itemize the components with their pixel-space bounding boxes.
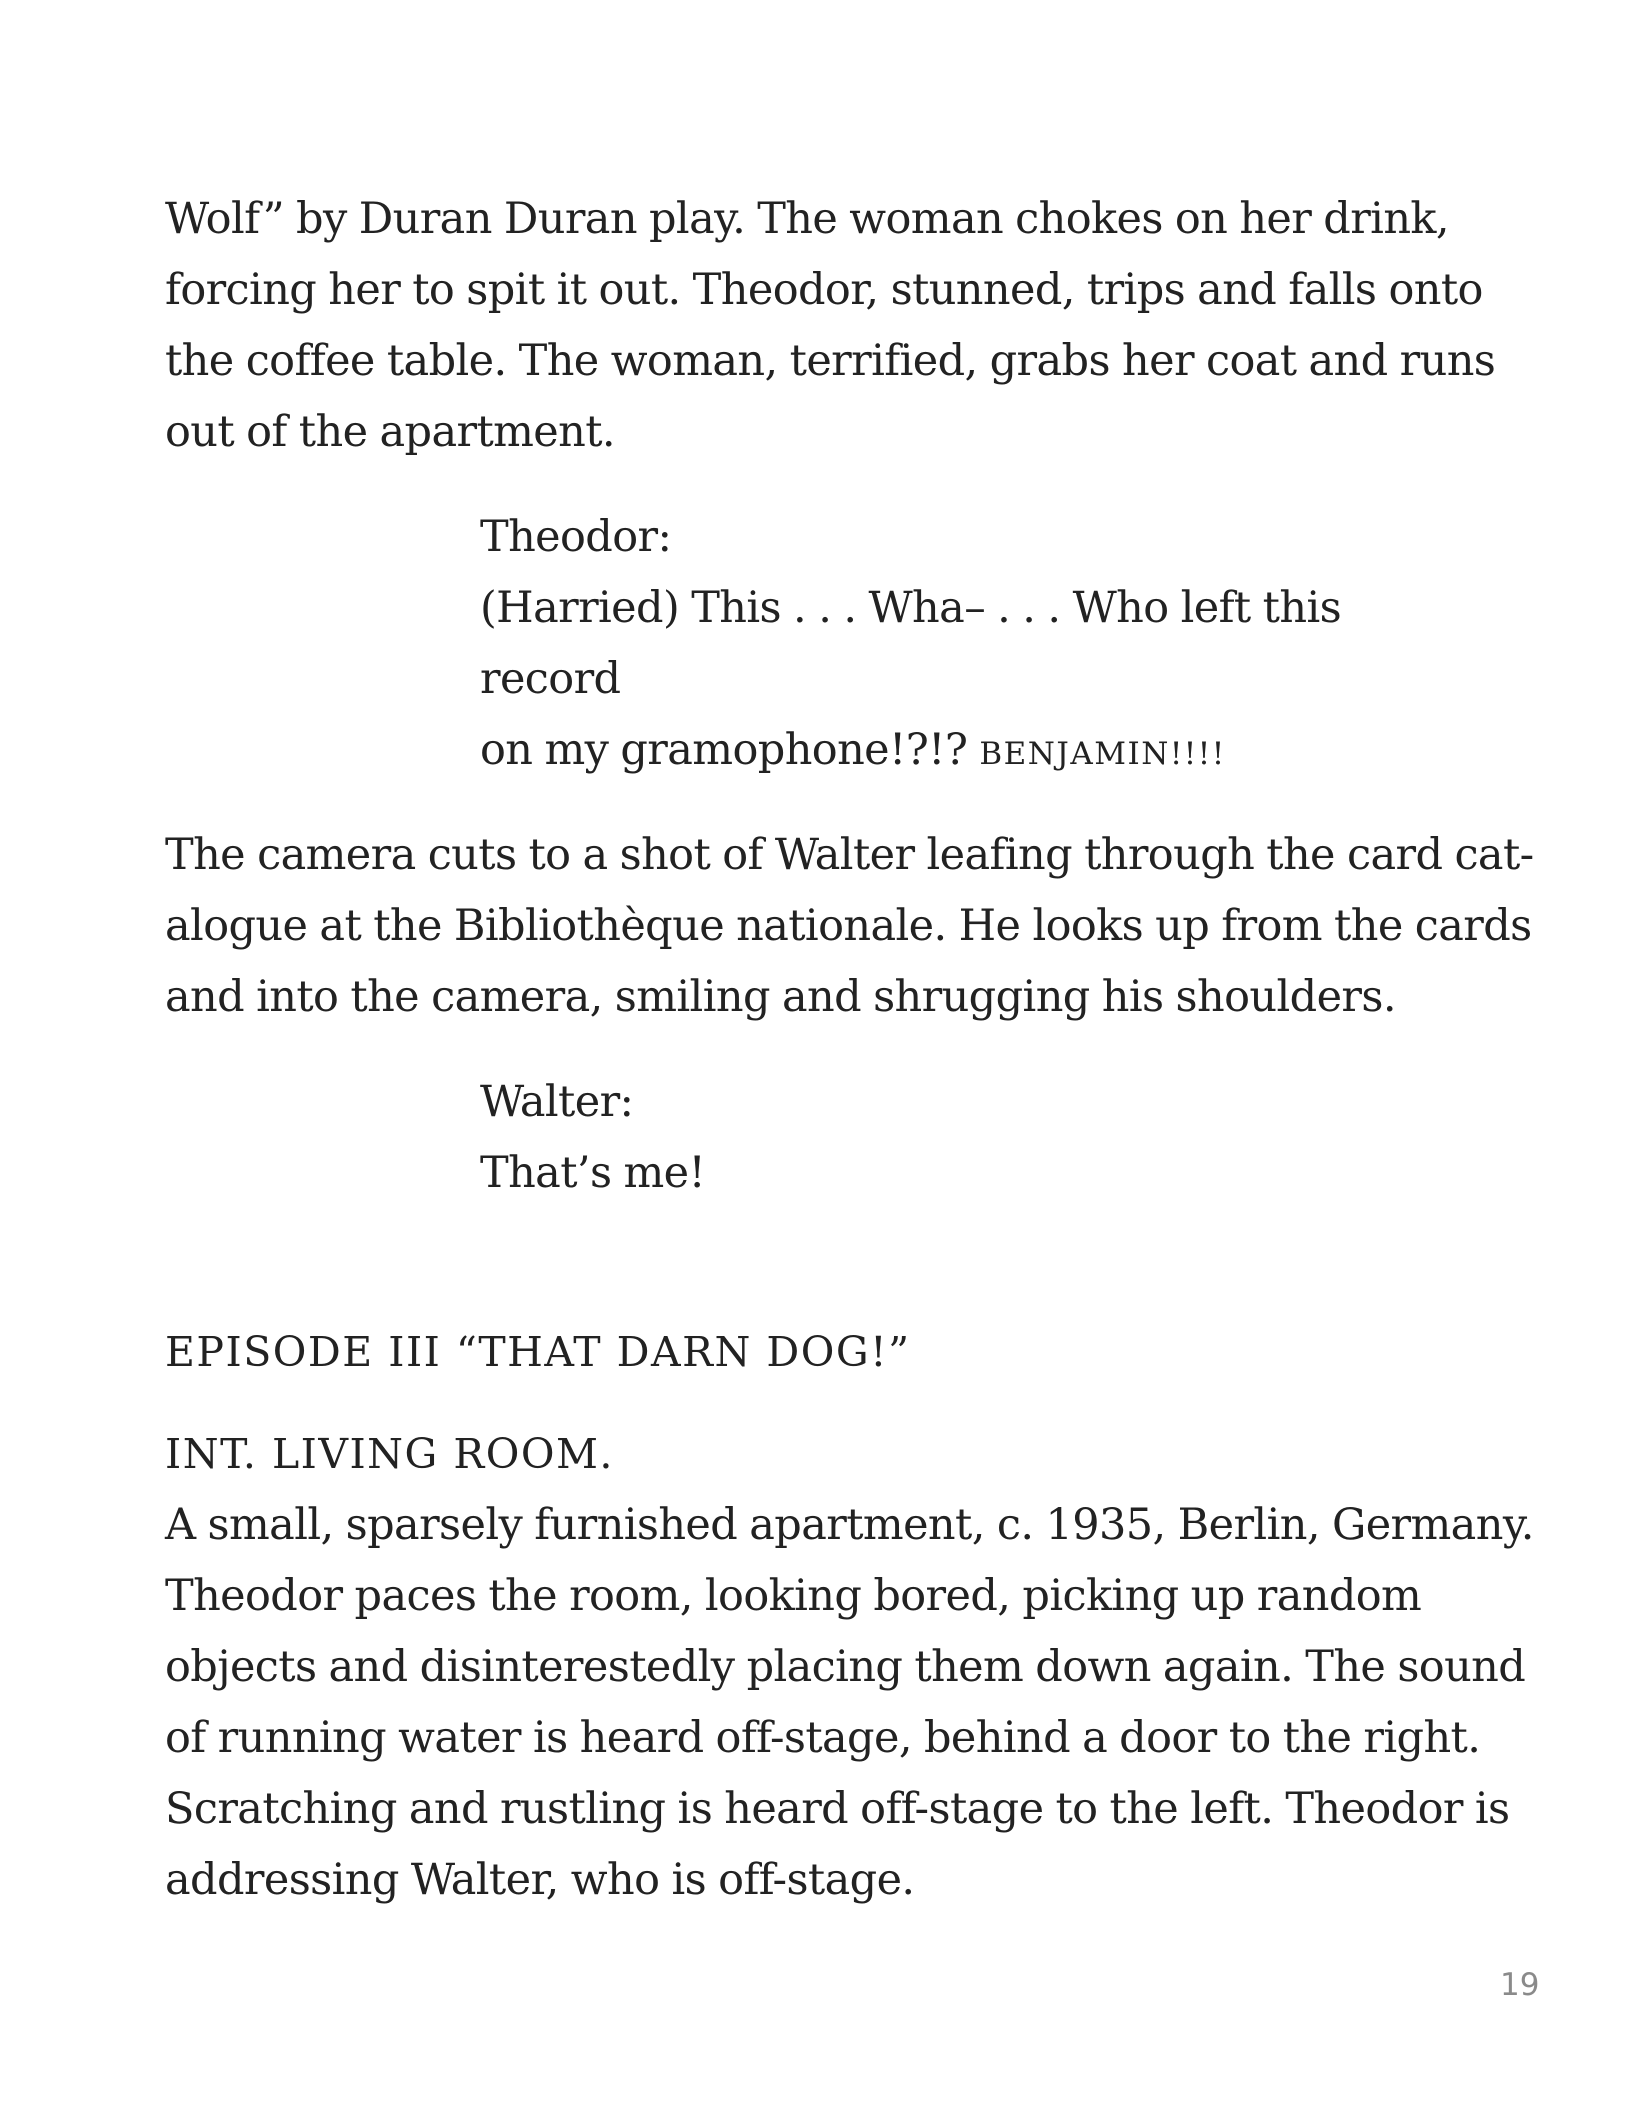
page-number: 19 [1500, 1967, 1540, 2003]
episode-heading: EPISODE III “THAT DARN DOG!” [165, 1328, 911, 1376]
dialogue-line [480, 715, 1500, 790]
dialogue-line: (Harried) This . . . Wha– . . . Who left this [480, 583, 1342, 633]
dialogue-walter [480, 1067, 1500, 1209]
dialogue-theodor [480, 502, 1500, 790]
paragraph-camera-cut [165, 820, 1534, 1033]
text-line: The camera cuts to a shot of Walter leafing through the card cat- [165, 830, 1534, 880]
dialogue-line: That’s me! [480, 1148, 706, 1198]
speaker-name: Theodor: [480, 512, 672, 562]
text-line: Wolf” by Duran Duran play. The woman chokes on her drink, [165, 194, 1449, 244]
scene-heading: INT. LIVING ROOM. [165, 1430, 614, 1478]
text-line: the coffee table. The woman, terrified, grabs her coat and runs [165, 336, 1496, 386]
text-line: A small, sparsely furnished apartment, c. 1935, Berlin, Germany. [165, 1500, 1534, 1550]
text-line: forcing her to spit it out. Theodor, stunned, trips and falls onto [165, 265, 1483, 315]
text-line: objects and disinterestedly placing them down again. The sound [165, 1642, 1526, 1692]
text-line: and into the camera, smiling and shrugging his shoulders. [165, 972, 1396, 1022]
speaker-name: Walter: [480, 1077, 634, 1127]
dialogue-text: on my gramophone!?!? [480, 725, 980, 775]
dialogue-line: record [480, 654, 621, 704]
text-line: of running water is heard off-stage, behind a door to the right. [165, 1713, 1481, 1763]
paragraph-living-room [165, 1490, 1534, 1916]
paragraph-duran-scene [165, 184, 1505, 468]
text-line: addressing Walter, who is off-stage. [165, 1855, 915, 1905]
text-line: out of the apartment. [165, 407, 615, 457]
text-line: Theodor paces the room, looking bored, picking up random [165, 1571, 1422, 1621]
text-line: alogue at the Bibliothèque nationale. He looks up from the cards [165, 901, 1532, 951]
dialogue-shout: BENJAMIN!!!! [979, 736, 1226, 772]
text-line: Scratching and rustling is heard off-stage to the left. Theodor is [165, 1784, 1510, 1834]
